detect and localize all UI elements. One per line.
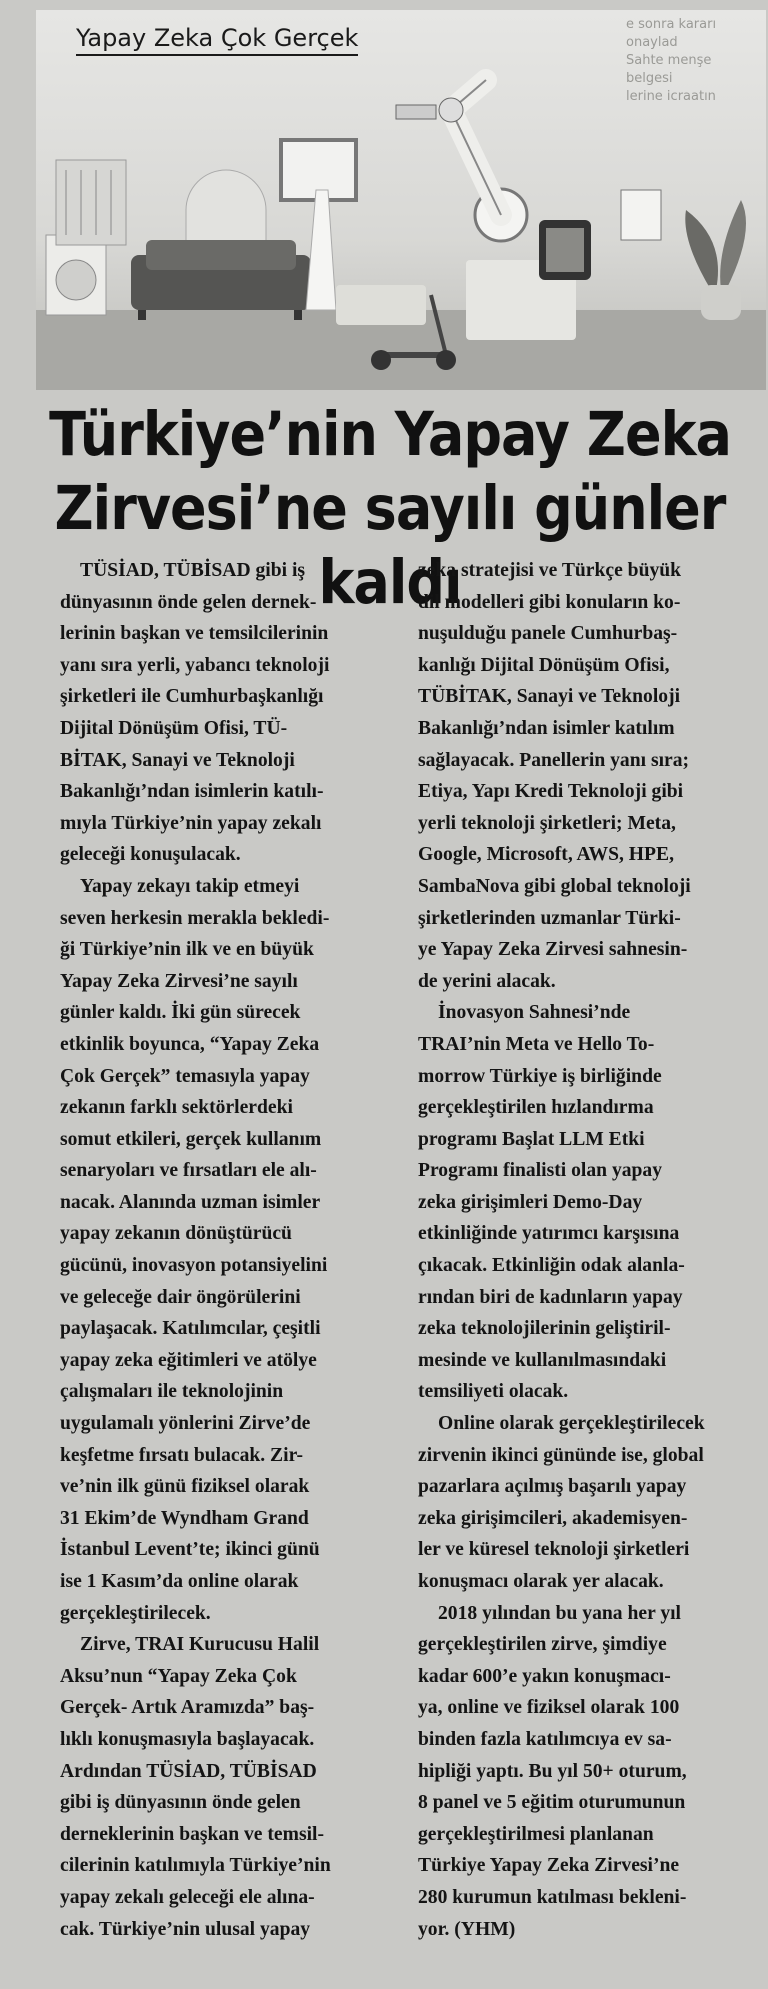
- paragraph: İnovasyon Sahnesi’nde TRAI’nin Meta ve Hello To- morrow Türkiye iş birliğinde gerçekleştirilen hızlandırma programı Başlat LLM Etki Programı finalisti olan yapay zeka girişimleri Demo-Day etkinliğinde yatırımcı karşısına çıkacak. Etkinliğin odak alanla- rından biri de kadınların yapay zeka teknolojilerinin geliştiril- mesinde ve kullanılmasındaki temsiliyeti olacak.: [418, 1002, 685, 1403]
- smartwatch-display-icon: [539, 220, 591, 280]
- column-left: [60, 555, 382, 1945]
- headline: Türkiye’nin Yapay Zeka Zirvesi’ne sayılı günler kaldı: [49, 399, 731, 618]
- section-kicker: Yapay Zeka Çok Gerçek: [76, 24, 358, 52]
- article-photo: [36, 10, 766, 390]
- paragraph: TÜSİAD, TÜBİSAD gibi iş dünyasının önde gelen dernek- lerinin başkan ve temsilcilerinin yanı sıra yerli, yabancı teknoloji şirketleri ile Cumhurbaşkanlığı Dijital Dönüşüm Ofisi, TÜ- BİTAK, Sanayi ve Teknoloji Bakanlığı’ndan isimlerin katılı- mıyla Türkiye’nin yapay zekalı geleceği konuşulacak.: [60, 560, 330, 866]
- sofa-icon: [131, 240, 311, 320]
- plant-icon: [685, 200, 746, 320]
- background-printed-text: e sonra kararı onaylad Sahte menşe belgesi lerine icraatın: [626, 17, 717, 104]
- wardrobe-icon: [56, 160, 126, 245]
- paragraph: Zirve, TRAI Kurucusu Halil Aksu’nun “Yapay Zeka Çok Gerçek- Artık Aramızda” baş- lıklı konuşmasıyla başlayacak. Ardından TÜSİAD, TÜBİSAD gibi iş dünyasının önde gelen derneklerinin başkan ve temsil- cilerinin katılımıyla Türkiye’nin yapay zekalı geleceği ele alına- cak. Türkiye’nin ulusal yapay: [60, 1634, 331, 1940]
- paragraph: zeka stratejisi ve Türkçe büyük dil modelleri gibi konuların ko- nuşulduğu panele Cumhurbaş- kanlığı Dijital Dönüşüm Ofisi, TÜBİTAK, Sanayi ve Teknoloji Bakanlığı’ndan isimler katılım sağlayacak. Panellerin yanı sıra; Etiya, Yapı Kredi Teknoloji gibi yerli teknoloji şirketleri; Meta, Google, Microsoft, AWS, HPE, SambaNova gibi global teknoloji şirketlerinden uzmanlar Türki- ye Yapay Zeka Zirvesi sahnesin- de yerini alacak.: [418, 560, 691, 992]
- robot-arm-icon: [396, 80, 527, 241]
- article-body: [60, 555, 740, 1945]
- dress-mannequin-icon: [306, 190, 336, 310]
- paragraph: Yapay zekayı takip etmeyi seven herkesin merakla bekledi- ği Türkiye’nin ilk ve en büyük Yapay Zeka Zirvesi’ne sayılı günler kaldı. İki gün sürecek etkinlik boyunca, “Yapay Zeka Çok Gerçek” temasıyla yapay zekanın farklı sektörlerdeki somut etkileri, gerçek kullanım senaryoları ve fırsatları ele alı- nacak. Alanında uzman isimler yapay zekanın dönüştürücü gücünü, inovasyon potansiyelini ve geleceğe dair öngörülerini paylaşacak. Katılımcılar, çeşitli yapay zeka eğitimleri ve atölye çalışmaları ile teknolojinin uygulamalı yönlerini Zirve’de keşfetme fırsatı bulacak. Zir- ve’nin ilk günü fiziksel olarak 31 Ekim’de Wyndham Grand İstanbul Levent’te; ikinci günü ise 1 Kasım’da online olarak gerçekleştirilecek.: [60, 875, 330, 1624]
- paragraph: Online olarak gerçekleştirilecek zirvenin ikinci gününde ise, global pazarlara açılmış başarılı yapay zeka girişimcileri, akademisyen- ler ve küresel teknoloji şirketleri konuşmacı olarak yer alacak.: [418, 1413, 705, 1592]
- column-right: [418, 555, 740, 1945]
- portrait-frame-icon: [621, 190, 661, 240]
- washing-machine-icon: [46, 235, 106, 315]
- paragraph: 2018 yılından bu yana her yıl gerçekleştirilen zirve, şimdiye kadar 600’e yakın konuşmacı- ya, online ve fiziksel olarak 100 binden fazla katılımcıya ev sa- hipliği yaptı. Bu yıl 50+ oturum, 8 panel ve 5 eğitim oturumunun gerçekleştirilmesi planlanan Türkiye Yapay Zeka Zirvesi’ne 280 kurumun katılması bekleni- yor. (YHM): [418, 1602, 687, 1940]
